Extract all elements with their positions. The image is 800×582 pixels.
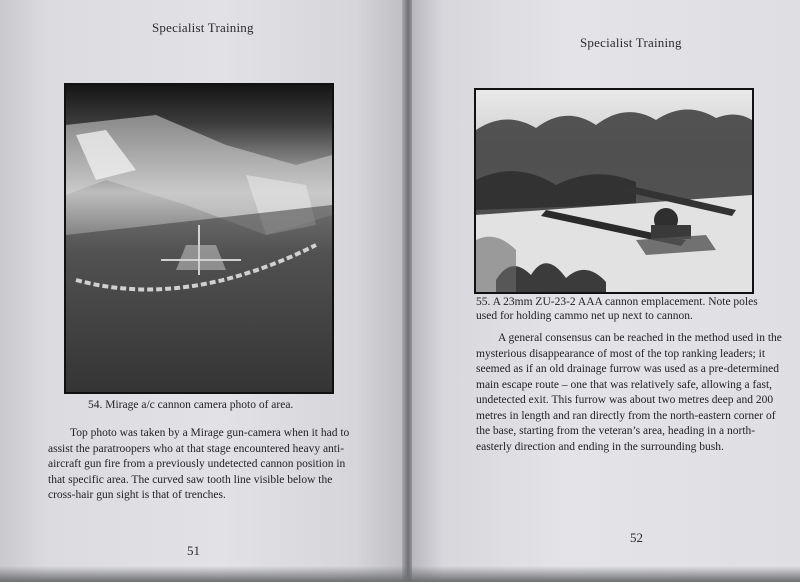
- gun-camera-image: [66, 85, 332, 392]
- left-gun-camera-photo: [64, 83, 334, 394]
- cannon-emplacement-image: [476, 90, 752, 292]
- left-photo-caption: 54. Mirage a/c cannon camera photo of area.: [88, 399, 294, 411]
- left-paragraph-text: Top photo was taken by a Mirage gun-camera when it had to assist the paratroopers who at that stage encountered heavy anti-aircraft gun fire from a previously undetected cannon position in that specific area. The curved saw tooth line visible below the cross-hair gun sight is that of trenches.: [48, 427, 350, 501]
- right-paragraph-text: A general consensus can be reached in the method used in the mysterious disappearance of most of the top ranking leaders; it seemed as if an old drainage furrow was used as a pre-determined main escape route – one that was relatively safe, allowing a fast, undetected exit. This furrow was about two metres deep and 200 metres in length and ran directly from the north-eastern corner of the base, starting from the veteran’s area, heading in a north-easterly direction and ending in the surrounding bush.: [476, 332, 782, 453]
- left-running-header: Specialist Training: [152, 20, 254, 35]
- left-page-number: 51: [187, 543, 200, 558]
- right-paragraph: [476, 331, 788, 455]
- right-running-header: Specialist Training: [580, 35, 682, 50]
- right-page: [412, 0, 800, 582]
- right-cannon-photo: [474, 88, 754, 294]
- right-page-number: 52: [630, 530, 643, 545]
- right-photo-caption: 55. A 23mm ZU-23-2 AAA cannon emplacement. Note poles used for holding cammo net up next to cannon.: [476, 296, 758, 322]
- left-paragraph: [48, 426, 362, 504]
- book-bottom-edge: [0, 566, 800, 582]
